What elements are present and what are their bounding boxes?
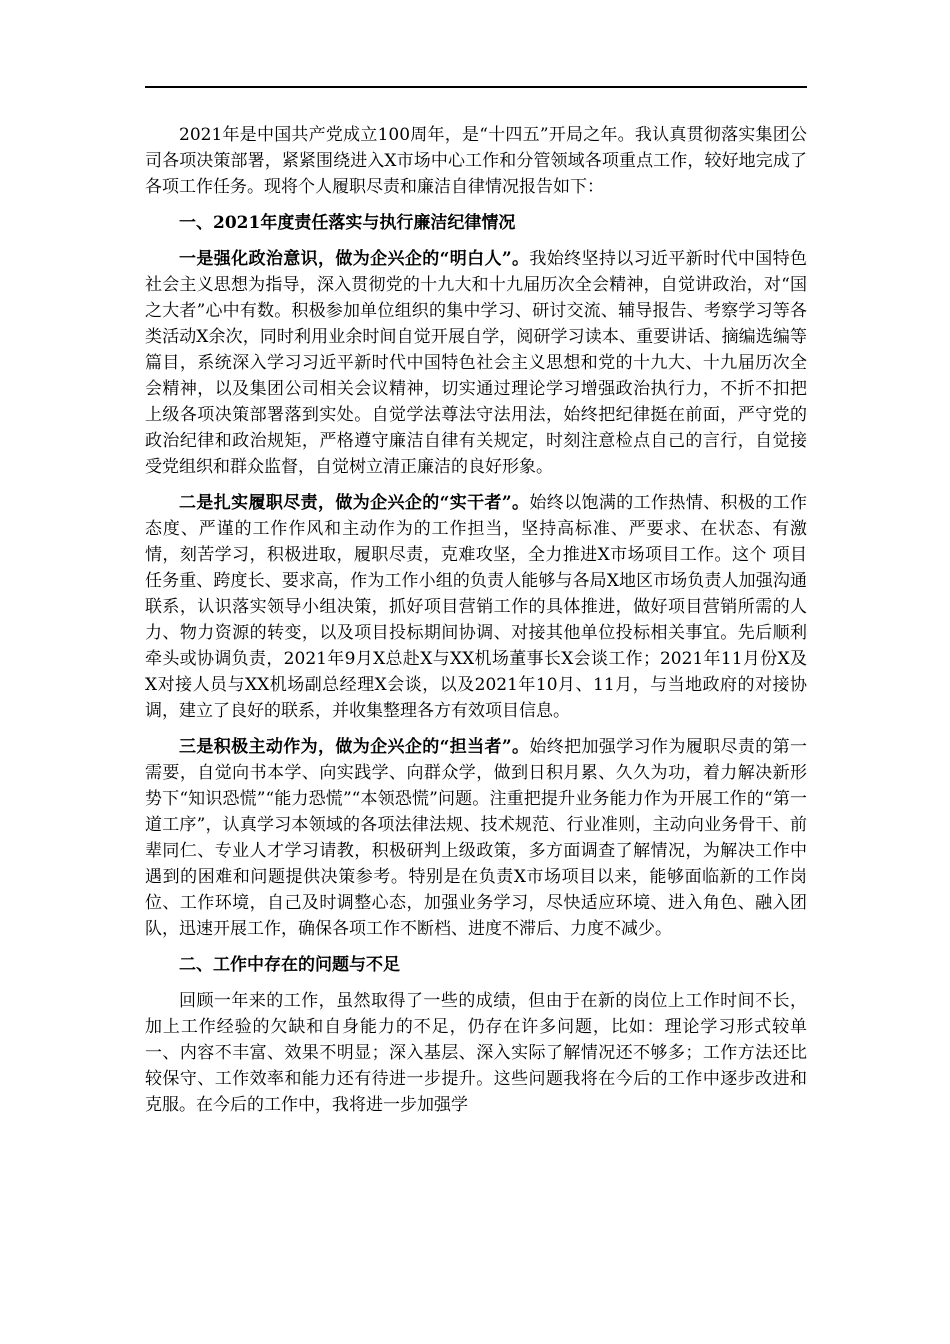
document-body <box>145 122 807 1128</box>
review-paragraph: 回顾一年来的工作，虽然取得了一些的成绩，但由于在新的岗位上工作时间不长，加上工作经验的欠缺和自身能力的不足，仍存在许多问题，比如：理论学习形式较单一、内容不丰富、效果不明显；深入基层、深入实际了解情况还不够多；工作方法还比较保守、工作效率和能力还有待进一步提升。这些问题我将在今后的工作中逐步改进和克服。在今后的工作中，我将进一步加强学 <box>145 991 807 1115</box>
paragraph-text-3: 始终把加强学习作为履职尽责的第一需要，自觉向书本学、向实践学、向群众学，做到日积月累、久久为功，着力解决新形势下“知识恐慌”“能力恐慌”“本领恐慌”问题。注重把提升业务能力作为开展工作的“第一道工序”，认真学习本领域的各项法律法规、技术规范、行业准则，主动向业务骨干、前辈同仁、专业人才学习请教，积极研判上级政策，多方面调查了解情况，为解决工作中遇到的困难和问题提供决策参考。特别是在负责X市场项目以来，能够面临新的工作岗位、工作环境，自己及时调整心态，加强业务学习，尽快适应环境、进入角色、融入团队，迅速开展工作，确保各项工作不断档、进度不滞后、力度不减少。 <box>145 737 808 939</box>
section-heading-2: 二、工作中存在的问题与不足 <box>179 955 400 975</box>
paragraph-lead-2: 二是扎实履职尽责，做为企兴企的“实干者”。 <box>179 493 530 513</box>
paragraph-item-3 <box>145 734 807 942</box>
paragraph-text-1: 我始终坚持以习近平新时代中国特色社会主义思想为指导，深入贯彻党的十九大和十九届历次全会精神，自觉讲政治，对“国之大者”心中有数。积极参加单位组织的集中学习、研讨交流、辅导报告、考察学习等各类活动X余次，同时利用业余时间自觉开展自学，阅研学习读本、重要讲话、摘编选编等篇目，系统深入学习习近平新时代中国特色社会主义思想和党的十九大、十九届历次全会精神，以及集团公司相关会议精神，切实通过理论学习增强政治执行力，不折不扣把上级各项决策部署落到实处。自觉学法尊法守法用法，始终把纪律挺在前面，严守党的政治纪律和政治规矩，严格遵守廉洁自律有关规定，时刻注意检点自己的言行，自觉接受党组织和群众监督，自觉树立清正廉洁的良好形象。 <box>145 249 808 477</box>
paragraph-item-2 <box>145 490 807 724</box>
paragraph-lead-1: 一是强化政治意识，做为企兴企的“明白人”。 <box>179 249 530 269</box>
intro-paragraph: 2021年是中国共产党成立100周年，是“十四五”开局之年。我认真贯彻落实集团公司各项决策部署，紧紧围绕进入X市场中心工作和分管领域各项重点工作，较好地完成了各项工作任务。现将个人履职尽责和廉洁自律情况报告如下： <box>145 125 807 197</box>
section-heading-1: 一、2021年度责任落实与执行廉洁纪律情况 <box>179 213 516 233</box>
paragraph-item-1 <box>145 246 807 480</box>
paragraph-text-2: 始终以饱满的工作热情、积极的工作态度、严谨的工作作风和主动作为的工作担当，坚持高标准、严要求、在状态、有激情，刻苦学习，积极进取，履职尽责，克难攻坚，全力推进X市场项目工作。这个 项目任务重、跨度长、要求高，作为工作小组的负责人能够与各局X地区市场负责人加强沟通联系，认识落实领导小组决策，抓好项目营销工作的具体推进，做好项目营销所需的人力、物力资源的转变，以及项目投标期间协调、对接其他单位投标相关事宜。先后顺利牵头或协调负责，2021年9月X总赴X与XX机场董事长X会谈工作；2021年11月份X及X对接人员与XX机场副总经理X会谈，以及2021年10月、11月，与当地政府的对接协调，建立了良好的联系，并收集整理各方有效项目信息。 <box>145 493 808 721</box>
header-rule <box>145 86 807 88</box>
paragraph-lead-3: 三是积极主动作为，做为企兴企的“担当者”。 <box>179 737 530 757</box>
